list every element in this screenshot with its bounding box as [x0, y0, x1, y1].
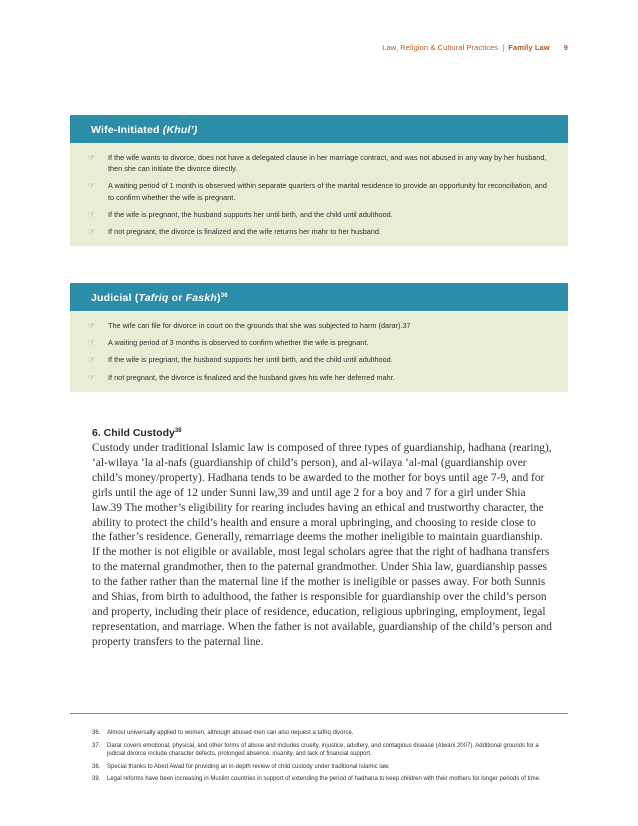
judicial-bullet-2: A waiting period of 3 months is observed to confirm whether the wife is pregnant.	[108, 338, 369, 348]
footnote	[92, 742, 542, 759]
list-item	[88, 226, 552, 237]
body-paragraph: Custody under traditional Islamic law is composed of three types of guardianship, hadhana (rearing), ‘al-wilaya ‘la al-nafs (guardianship of child’s person), and al-wilaya ‘al-mal (guardianship over child’s money/property). Hadhana tends to be awarded to the mother for boys until age 7-9, and for girls until the age of 12 under Sunni law,39 and until age 2 for a boy and 7 for a girl under Shia law.39 The mother’s eligibility for rearing includes having an ethical and trustworthy character, the ability to protect the child’s health and ensure a moral upbringing, and choosing to reside close to the father’s residence. Generally, remarriage deems the mother ineligible to maintain guardianship. If the mother is not eligible or available, most legal scholars agree that the right of hadhana transfers to the maternal grandmother, then to the paternal grandmother. Under Shia law, guardianship passes to the father rather than the maternal line if the mother is ineligible or passes away. For both Sunnis and Shias, from birth to adulthood, the father is responsible for guardianship over the child’s person and property, including their place of residence, education, religious upbringing, employment, legal representation, and marriage. When the father is not available, guardianship of the child’s person and property transfers to the paternal line.	[92, 442, 553, 648]
khul-title-prefix: Wife-Initiated	[91, 124, 163, 136]
hand-pointer-icon: ☞	[88, 355, 96, 365]
khul-bullet-3: If the wife is pregnant, the husband supports her until birth, and the child until adulthood.	[108, 209, 393, 219]
footnote-text: Legal reforms have been increasing in Muslim countries in support of extending the period of hadhana to keep children with their mothers for longer periods of time.	[107, 776, 541, 783]
footnote-divider	[70, 713, 568, 714]
khul-box-body	[70, 143, 568, 246]
page-number: 9	[563, 43, 568, 52]
judicial-box	[70, 283, 568, 392]
list-item	[88, 320, 552, 331]
header-section: Law, Religion & Cultural Practices	[382, 43, 499, 52]
footnote-number: 38.	[92, 763, 101, 770]
khul-title-term: (Khul’)	[162, 124, 198, 136]
khul-box	[70, 115, 568, 246]
judicial-box-body	[70, 311, 568, 392]
footnote-number: 37.	[92, 742, 101, 749]
list-item	[88, 372, 552, 383]
judicial-bullet-3: If the wife is pregnant, the husband supports her until birth, and the child until adulthood.	[108, 355, 393, 365]
hand-pointer-icon: ☞	[88, 372, 96, 382]
footnote	[92, 763, 542, 772]
judicial-title-suffix: )	[217, 292, 221, 304]
footnote-ref: 36	[220, 293, 228, 299]
header-separator: |	[502, 43, 505, 52]
hand-pointer-icon: ☞	[88, 181, 96, 191]
footnote	[92, 729, 542, 738]
list-item	[88, 337, 552, 348]
footnote-text: Special thanks to Abed Awad for providing an in-depth review of child custody under traditional Islamic law.	[107, 763, 390, 770]
judicial-bullet-1: The wife can file for divorce in court on the grounds that she was subjected to harm (darar).37	[108, 321, 411, 330]
footnote	[92, 775, 542, 784]
child-custody-section	[92, 427, 552, 650]
footnote-text: Almost universally applied to women, although abused men can also request a tafriq divorce.	[107, 730, 354, 736]
hand-pointer-icon: ☞	[88, 153, 96, 162]
list-item	[88, 209, 552, 220]
footnote-number: 36.	[92, 730, 101, 736]
judicial-title-term2: Faskh	[185, 292, 217, 304]
judicial-title-prefix: Judicial (	[91, 292, 139, 304]
khul-bullet-4: If not pregnant, the divorce is finalized and the wife returns her mahr to her husband.	[108, 227, 381, 237]
judicial-bullet-4: If not pregnant, the divorce is finalized and the husband gives his wife her deferred mahr.	[108, 372, 395, 382]
footnotes	[92, 729, 542, 788]
list-item	[88, 354, 552, 365]
footnote-text: Darar covers emotional, physical, and other forms of abuse and includes cruelty, injustice, adultery, and contagious disease (Alwani 2007). Additional grounds for a judicial divorce include character defects, prolonged absence, insanity, and lack of financial support.	[107, 742, 539, 758]
hand-pointer-icon: ☞	[88, 321, 96, 330]
footnote-ref: 38	[174, 428, 182, 434]
hand-pointer-icon: ☞	[88, 338, 96, 348]
judicial-box-title	[70, 283, 568, 311]
hand-pointer-icon: ☞	[88, 227, 96, 237]
running-header	[382, 43, 568, 52]
section-heading-text: 6. Child Custody	[92, 427, 175, 439]
judicial-title-or: or	[168, 292, 186, 304]
list-item	[88, 152, 552, 174]
judicial-title-term1: Tafriq	[138, 292, 169, 304]
khul-bullet-2: A waiting period of 1 month is observed within separate quarters of the marital residence to provide an opportunity for reconciliation, and to confirm whether the wife is pregnant.	[108, 181, 547, 202]
section-heading	[92, 427, 552, 439]
list-item	[88, 180, 552, 202]
footnote-number: 39.	[92, 776, 101, 783]
hand-pointer-icon: ☞	[88, 209, 96, 219]
header-chapter: Family Law	[508, 43, 550, 52]
khul-bullet-1: If the wife wants to divorce, does not have a delegated clause in her marriage contract, and was not abused in any way by her husband, then she can initiate the divorce directly.	[108, 153, 547, 174]
khul-box-title	[70, 115, 568, 143]
